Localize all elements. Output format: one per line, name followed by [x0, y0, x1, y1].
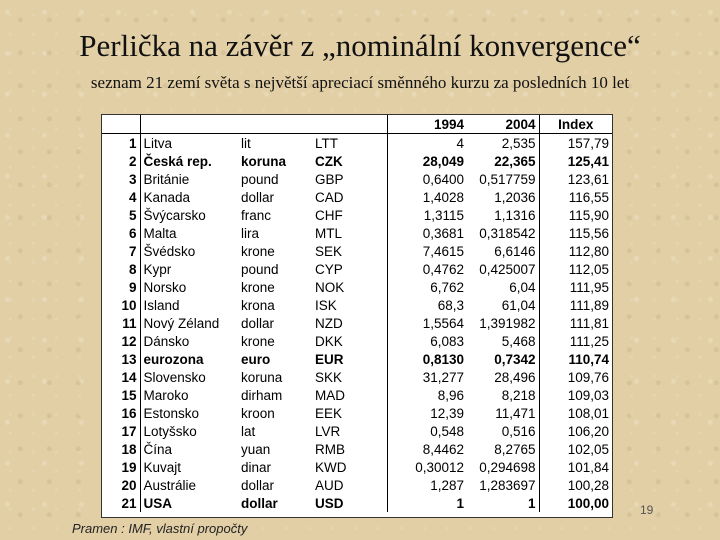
code-cell: MAD	[312, 386, 387, 404]
index-cell: 123,61	[567, 171, 609, 187]
rank-cell: 9	[102, 278, 140, 296]
value-2004-cell: 28,496	[467, 368, 539, 386]
rank-cell: 10	[102, 296, 140, 314]
index-cell: 111,95	[569, 279, 609, 295]
country-cell: Kuvajt	[143, 459, 182, 475]
rank-cell: 7	[102, 242, 140, 260]
index-cell: 157,79	[567, 135, 609, 151]
header-index: Index	[539, 115, 612, 134]
country-cell: Británie	[143, 171, 190, 187]
value-1994-cell: 28,049	[422, 153, 464, 169]
value-2004-cell: 0,517759	[467, 170, 539, 188]
index-cell: 102,05	[567, 441, 609, 457]
value-2004-cell: 0,516	[467, 422, 539, 440]
table-row	[102, 206, 612, 224]
value-1994-cell: 0,6400	[422, 171, 464, 187]
code-cell: EUR	[312, 350, 387, 368]
country-cell: Estonsko	[143, 405, 200, 421]
table-row	[102, 134, 612, 153]
index-cell: 116,55	[568, 189, 609, 205]
header-code	[312, 115, 387, 134]
rank-cell: 5	[102, 206, 140, 224]
country-cell: Švýcarsko	[143, 207, 206, 223]
rank-cell: 19	[102, 458, 140, 476]
exchange-rate-table	[102, 115, 612, 512]
value-1994-cell: 0,8130	[422, 351, 464, 367]
table-row	[102, 170, 612, 188]
source-note: Pramen : IMF, vlastní propočty	[72, 521, 248, 536]
country-cell: USA	[143, 495, 173, 511]
country-cell: Kanada	[143, 189, 191, 205]
code-cell: NZD	[312, 314, 387, 332]
currency-cell: koruna	[241, 369, 283, 385]
currency-cell: dollar	[241, 189, 275, 205]
code-cell: SEK	[312, 242, 387, 260]
rank-cell: 20	[102, 476, 140, 494]
code-cell: RMB	[312, 440, 387, 458]
currency-cell: lat	[241, 423, 256, 439]
index-cell: 115,90	[568, 207, 609, 223]
code-cell: SKK	[312, 368, 387, 386]
code-cell: CHF	[312, 206, 387, 224]
table-row	[102, 260, 612, 278]
currency-cell: pound	[241, 261, 279, 277]
table-row	[102, 242, 612, 260]
page-number: 19	[640, 503, 654, 517]
table-row	[102, 332, 612, 350]
value-1994-cell: 7,4615	[422, 243, 464, 259]
index-cell: 125,41	[567, 153, 609, 169]
value-2004-cell: 0,7342	[467, 350, 539, 368]
currency-cell: dirham	[241, 387, 283, 403]
value-2004-cell: 8,2765	[467, 440, 539, 458]
value-1994-cell: 31,277	[422, 369, 464, 385]
currency-cell: pound	[241, 171, 279, 187]
rank-cell: 12	[102, 332, 140, 350]
rank-cell: 6	[102, 224, 140, 242]
rank-cell: 16	[102, 404, 140, 422]
country-cell: Malta	[143, 225, 177, 241]
currency-cell: euro	[241, 351, 271, 367]
table-row	[102, 404, 612, 422]
currency-cell: dinar	[241, 459, 272, 475]
value-1994-cell: 6,083	[430, 333, 464, 349]
rank-cell: 14	[102, 368, 140, 386]
currency-cell: koruna	[241, 153, 287, 169]
value-1994-cell: 6,762	[430, 279, 464, 295]
country-cell: Norsko	[143, 279, 187, 295]
header-2004: 2004	[467, 115, 539, 134]
currency-cell: dollar	[241, 477, 275, 493]
currency-cell: krone	[241, 333, 275, 349]
index-cell: 111,25	[569, 333, 609, 349]
index-cell: 100,00	[567, 495, 609, 511]
header-1994: 1994	[387, 115, 467, 134]
code-cell: NOK	[312, 278, 387, 296]
rank-cell: 15	[102, 386, 140, 404]
value-2004-cell: 1	[467, 494, 539, 512]
value-2004-cell: 2,535	[467, 134, 539, 153]
rank-cell: 8	[102, 260, 140, 278]
table-row	[102, 368, 612, 386]
value-1994-cell: 1	[456, 495, 464, 511]
country-cell: Nový Zéland	[143, 315, 220, 331]
country-cell: Island	[143, 297, 180, 313]
code-cell: CAD	[312, 188, 387, 206]
header-rank	[102, 115, 140, 134]
rank-cell: 4	[102, 188, 140, 206]
value-2004-cell: 0,425007	[467, 260, 539, 278]
country-cell: Dánsko	[143, 333, 190, 349]
country-cell: Austrálie	[143, 477, 197, 493]
index-cell: 109,76	[567, 369, 609, 385]
value-1994-cell: 12,39	[430, 405, 464, 421]
table-row	[102, 224, 612, 242]
value-1994-cell: 68,3	[437, 297, 464, 313]
table-row	[102, 314, 612, 332]
code-cell: MTL	[312, 224, 387, 242]
table-row	[102, 476, 612, 494]
code-cell: AUD	[312, 476, 387, 494]
slide-title: Perlička na závěr z „nominální konvergence“	[79, 28, 641, 63]
table-header-row	[102, 115, 612, 134]
value-2004-cell: 8,218	[467, 386, 539, 404]
code-cell: EEK	[312, 404, 387, 422]
value-1994-cell: 8,4462	[422, 441, 464, 457]
value-1994-cell: 1,5564	[422, 315, 464, 331]
index-cell: 100,28	[567, 477, 609, 493]
currency-cell: krone	[241, 279, 275, 295]
value-2004-cell: 11,471	[467, 404, 539, 422]
index-cell: 110,74	[568, 351, 609, 367]
country-cell: Lotyšsko	[143, 423, 197, 439]
value-2004-cell: 1,391982	[467, 314, 539, 332]
slide-subtitle: seznam 21 zemí světa s největší apreciací směnného kurzu za posledních 10 let	[90, 73, 630, 92]
value-2004-cell: 1,283697	[467, 476, 539, 494]
value-2004-cell: 6,04	[467, 278, 539, 296]
value-1994-cell: 8,96	[437, 387, 464, 403]
table-body	[102, 134, 612, 513]
table-row	[102, 386, 612, 404]
code-cell: ISK	[312, 296, 387, 314]
table-row	[102, 296, 612, 314]
table-row	[102, 278, 612, 296]
country-cell: Švédsko	[143, 243, 196, 259]
index-cell: 112,80	[568, 243, 609, 259]
index-cell: 109,03	[567, 387, 609, 403]
value-1994-cell: 0,3681	[422, 225, 464, 241]
currency-cell: dollar	[241, 315, 275, 331]
value-1994-cell: 1,3115	[423, 207, 464, 223]
code-cell: LVR	[312, 422, 387, 440]
value-1994-cell: 0,4762	[422, 261, 464, 277]
value-2004-cell: 0,294698	[467, 458, 539, 476]
header-currency	[238, 115, 312, 134]
table-row	[102, 440, 612, 458]
currency-cell: krone	[241, 243, 275, 259]
table-row	[102, 422, 612, 440]
header-country	[140, 115, 238, 134]
rank-cell: 13	[102, 350, 140, 368]
value-2004-cell: 61,04	[467, 296, 539, 314]
code-cell: GBP	[312, 170, 387, 188]
table-row	[102, 494, 612, 512]
value-1994-cell: 1,287	[430, 477, 464, 493]
code-cell: CZK	[312, 152, 387, 170]
value-2004-cell: 1,1316	[467, 206, 539, 224]
value-1994-cell: 0,30012	[415, 459, 464, 475]
country-cell: Čína	[143, 441, 173, 457]
value-1994-cell: 4	[456, 135, 464, 151]
country-cell: Maroko	[143, 387, 189, 403]
currency-cell: lit	[241, 135, 251, 151]
country-cell: Kypr	[143, 261, 172, 277]
code-cell: KWD	[312, 458, 387, 476]
index-cell: 112,05	[568, 261, 609, 277]
table-row	[102, 458, 612, 476]
index-cell: 111,89	[569, 297, 609, 313]
currency-cell: kroon	[241, 405, 275, 421]
value-2004-cell: 22,365	[467, 152, 539, 170]
code-cell: DKK	[312, 332, 387, 350]
currency-cell: lira	[241, 225, 260, 241]
currency-cell: franc	[241, 207, 272, 223]
value-2004-cell: 0,318542	[467, 224, 539, 242]
country-cell: Slovensko	[143, 369, 206, 385]
value-1994-cell: 1,4028	[422, 189, 464, 205]
rank-cell: 18	[102, 440, 140, 458]
value-2004-cell: 5,468	[467, 332, 539, 350]
exchange-rate-table-container	[101, 114, 613, 518]
currency-cell: krona	[241, 297, 275, 313]
table-row	[102, 350, 612, 368]
rank-cell: 21	[102, 494, 140, 512]
value-2004-cell: 6,6146	[467, 242, 539, 260]
country-cell: Litva	[143, 135, 173, 151]
table-row	[102, 152, 612, 170]
rank-cell: 2	[102, 152, 140, 170]
country-cell: Česká rep.	[143, 153, 212, 169]
table-row	[102, 188, 612, 206]
currency-cell: dollar	[241, 495, 278, 511]
currency-cell: yuan	[241, 441, 271, 457]
value-2004-cell: 1,2036	[467, 188, 539, 206]
rank-cell: 3	[102, 170, 140, 188]
value-1994-cell: 0,548	[430, 423, 464, 439]
rank-cell: 1	[102, 134, 140, 153]
rank-cell: 11	[102, 314, 140, 332]
rank-cell: 17	[102, 422, 140, 440]
country-cell: eurozona	[143, 351, 204, 367]
code-cell: USD	[312, 494, 387, 512]
code-cell: LTT	[312, 134, 387, 153]
index-cell: 101,84	[567, 459, 609, 475]
code-cell: CYP	[312, 260, 387, 278]
index-cell: 111,81	[569, 315, 609, 331]
index-cell: 106,20	[567, 423, 609, 439]
index-cell: 115,56	[568, 225, 609, 241]
index-cell: 108,01	[567, 405, 609, 421]
